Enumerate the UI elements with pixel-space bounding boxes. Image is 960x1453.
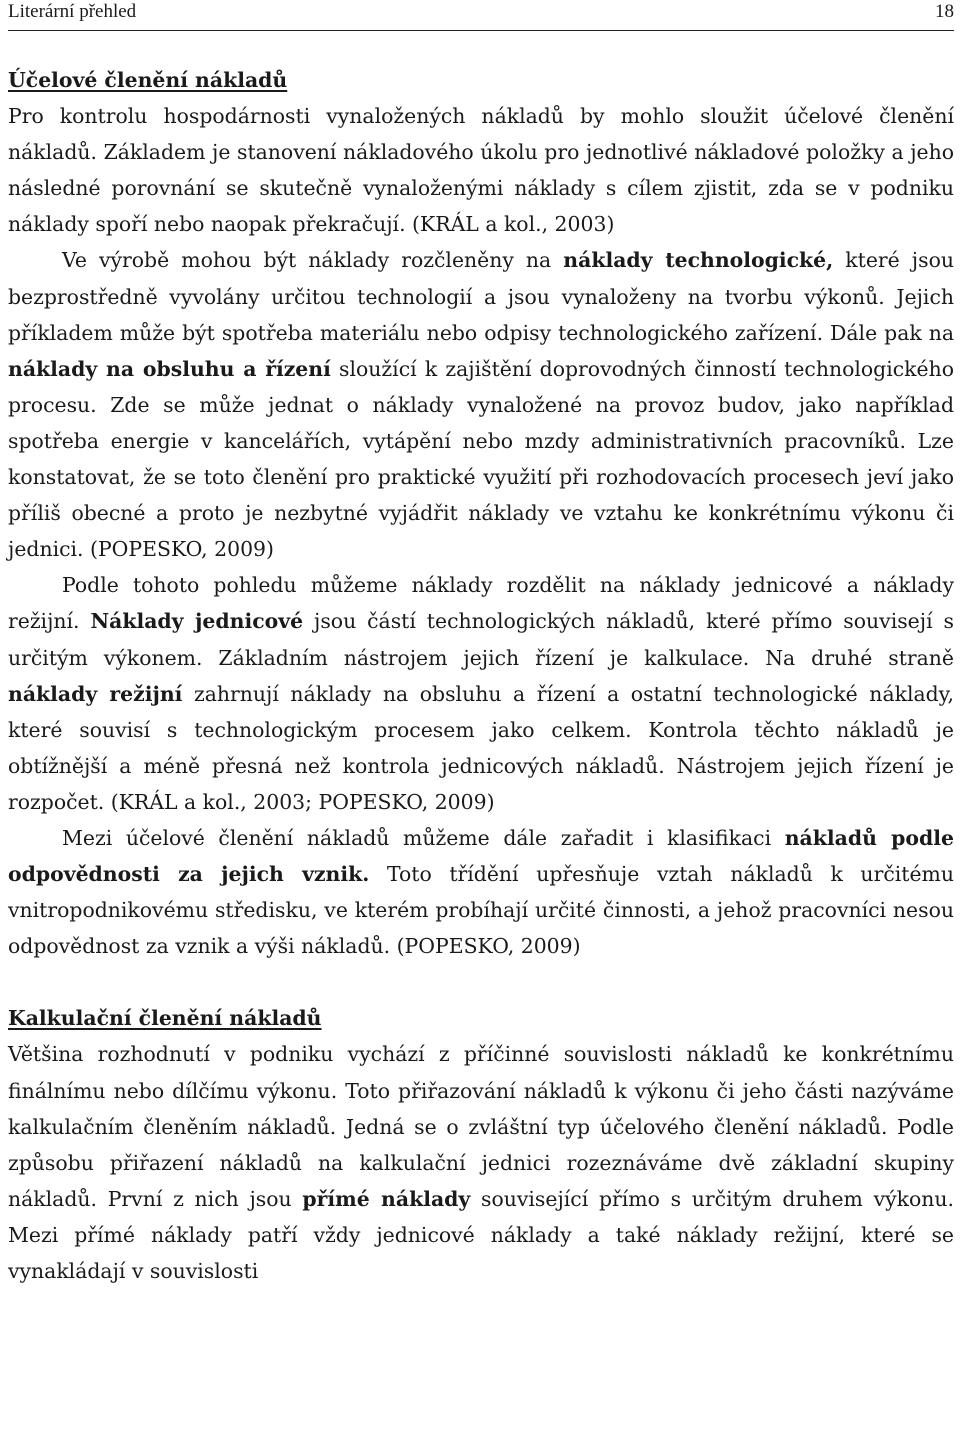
text-run: které jsou bezprostředně vyvolány určitou technologií a jsou vynaloženy na tvorbu výkonů. Jejich příkladem může být spotřeba materiálu nebo odpisy technologického zařízení. Dále pak na <box>8 248 954 345</box>
bold-term: přímé náklady <box>302 1186 471 1211</box>
text-run: Pro kontrolu hospodárnosti vynaložených nákladů by mohlo sloužit účelové členění nákladů. Základem je stanovení nákladového úkolu pro jednotlivé nákladové položky a jeho následné porovnání se skutečně vynaloženými náklady s cílem zjistit, zda se v podniku náklady spoří nebo naopak překračují. (KRÁL a kol., 2003) <box>8 104 954 237</box>
paragraph <box>8 820 954 964</box>
text-run: související přímo s určitým druhem výkonu. Mezi přímé náklady patří vždy jednicové náklady a také náklady režijní, které se vynakládají v souvislosti <box>8 1186 955 1283</box>
text-run: Ve výrobě mohou být náklady rozčleněny na <box>62 248 564 273</box>
page-number: 18 <box>935 1 954 22</box>
text-run: Podle tohoto pohledu můžeme náklady rozdělit na náklady jednicové a náklady režijní. <box>8 573 954 634</box>
running-header-title: Literární přehled <box>8 1 137 22</box>
text-run: Toto třídění upřesňuje vztah nákladů k určitému vnitropodnikovému středisku, ve kterém probíhají určité činnosti, a jehož pracovníci nesou odpovědnost za vznik a výši nákladů. (POPESKO, 2009) <box>8 862 954 959</box>
section-heading-ucelove: Účelové členění nákladů <box>8 68 288 92</box>
text-run: Většina rozhodnutí v podniku vychází z příčinné souvislosti nákladů ke konkrétnímu finálnímu nebo dílčímu výkonu. Toto přiřazování nákladů k výkonu či jeho části nazýváme kalkulačním členěním nákladů. Jedná se o zvláštní typ účelového členění nákladů. Podle způsobu přiřazení nákladů na kalkulační jednici rozeznáváme dvě základní skupiny nákladů. První z nich jsou <box>8 1042 954 1211</box>
paragraph <box>8 1036 954 1289</box>
paragraph <box>8 567 954 820</box>
bold-term: nákladů podle odpovědnosti za jejich vznik. <box>8 825 954 887</box>
running-header <box>8 0 954 31</box>
section-spacer <box>8 964 954 1000</box>
bold-term: náklady technologické, <box>563 248 834 273</box>
text-run: zahrnují náklady na obsluhu a řízení a ostatní technologické náklady, které souvisí s technologickým procesem jako celkem. Kontrola těchto nákladů je obtížnější a méně přesná než kontrola jednicových nákladů. Nástrojem jejich řízení je rozpočet. (KRÁL a kol., 2003; POPESKO, 2009) <box>8 681 954 814</box>
bold-term: Náklady jednicové <box>90 609 304 634</box>
section-heading-kalkulacni: Kalkulační členění nákladů <box>8 1006 322 1031</box>
bold-term: náklady na obsluhu a řízení <box>8 356 331 381</box>
text-run: sloužící k zajištění doprovodných činností technologického procesu. Zde se může jednat o náklady vynaložené na provoz budov, jako například spotřeba energie v kancelářích, vytápění nebo mzdy administrativních pracovníků. Lze konstatovat, že se toto členění pro praktické využití při rozhodovacích procesech jeví jako příliš obecné a proto je nezbytné vyjádřit náklady ve vztahu ke konkrétnímu výkonu či jednici. (POPESKO, 2009) <box>8 356 955 562</box>
bold-term: náklady režijní <box>8 681 183 706</box>
text-run: jsou částí technologických nákladů, které přímo souvisejí s určitým výkonem. Základním nástrojem jejich řízení je kalkulace. Na druhé straně <box>8 609 954 670</box>
document-body <box>8 62 954 1289</box>
paragraph <box>8 98 954 242</box>
paragraph <box>8 242 954 567</box>
text-run: Mezi účelové členění nákladů můžeme dále zařadit i klasifikaci <box>62 825 785 850</box>
